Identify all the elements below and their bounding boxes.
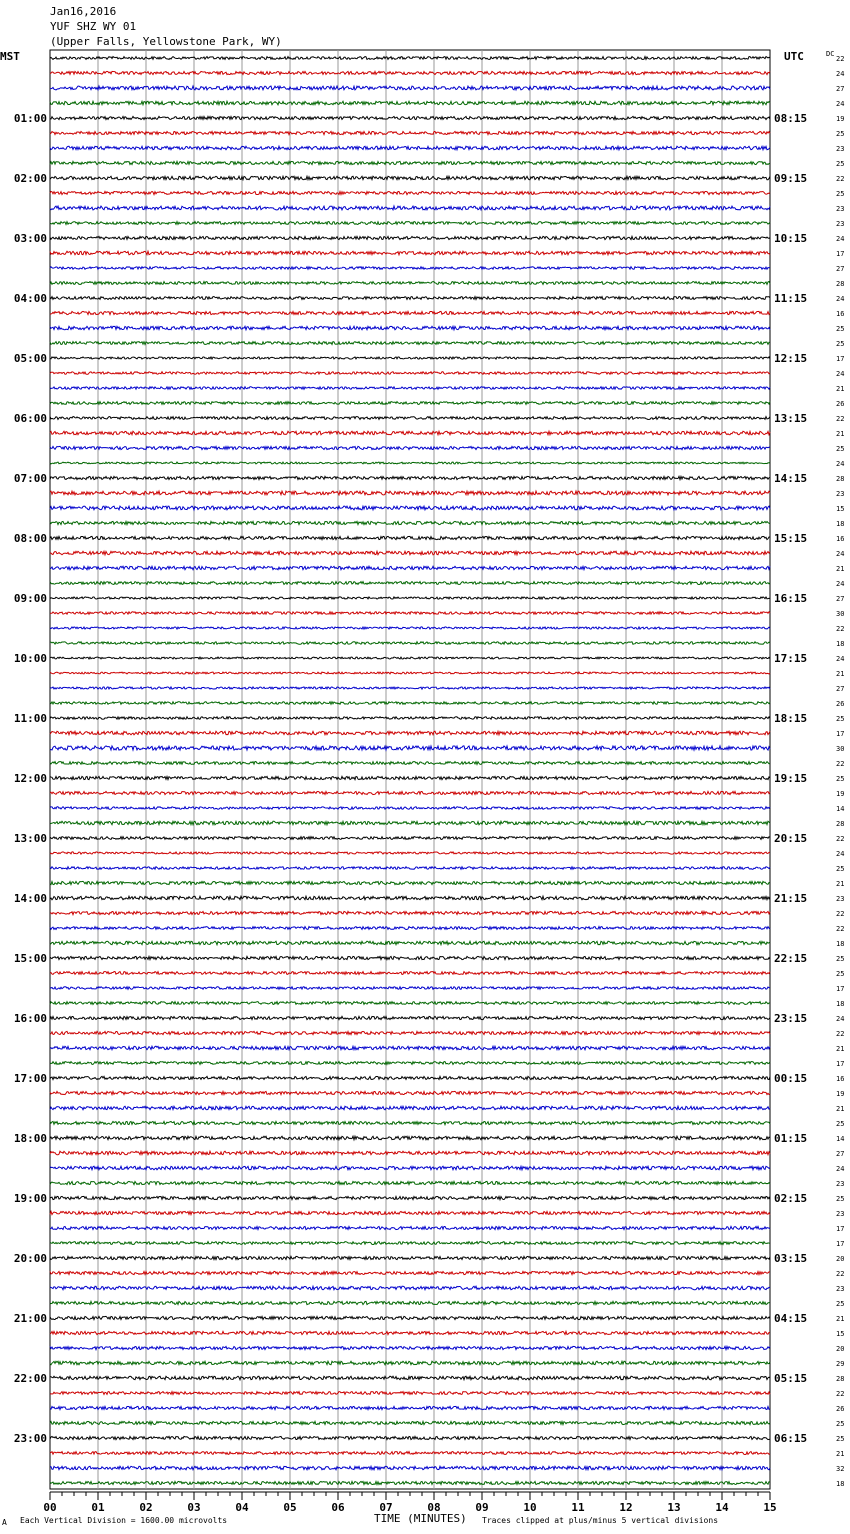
seismic-trace xyxy=(50,1466,770,1470)
utc-hour-label: 03:15 xyxy=(774,1252,808,1265)
seismic-trace xyxy=(50,536,770,539)
mst-hour-label: 05:00 xyxy=(13,352,47,365)
seismic-trace xyxy=(50,101,770,105)
dc-offset-label: 24 xyxy=(836,70,845,78)
seismic-trace xyxy=(50,551,770,555)
seismic-trace xyxy=(50,342,770,345)
dc-offset-label: 16 xyxy=(836,310,845,318)
dc-offset-label: 21 xyxy=(836,670,845,678)
dc-offset-label: 30 xyxy=(836,610,845,618)
dc-header-label: DC xyxy=(826,50,835,58)
x-axis-title: TIME (MINUTES) xyxy=(374,1512,467,1525)
seismic-trace xyxy=(50,267,770,270)
dc-offset-label: 15 xyxy=(836,1330,845,1338)
utc-hour-label: 17:15 xyxy=(774,652,808,665)
seismic-trace xyxy=(50,1211,770,1214)
mst-hour-label: 15:00 xyxy=(13,952,47,965)
x-tick-label: 05 xyxy=(283,1501,297,1514)
dc-offset-label: 26 xyxy=(836,1405,845,1413)
seismic-trace xyxy=(50,431,770,435)
seismic-trace xyxy=(50,807,770,810)
station-label: YUF SHZ WY 01 xyxy=(50,20,137,33)
seismic-trace xyxy=(50,1031,770,1034)
seismic-trace xyxy=(50,251,770,255)
mst-hour-label: 04:00 xyxy=(13,292,47,305)
dc-offset-label: 17 xyxy=(836,250,845,258)
seismic-trace xyxy=(50,191,770,194)
seismic-trace xyxy=(50,762,770,765)
seismic-trace xyxy=(50,1406,770,1409)
x-tick-label: 11 xyxy=(571,1501,585,1514)
seismic-trace xyxy=(50,446,770,449)
seismic-trace xyxy=(50,791,770,794)
utc-hour-label: 12:15 xyxy=(774,352,808,365)
mst-hour-label: 07:00 xyxy=(13,472,47,485)
dc-offset-label: 24 xyxy=(836,655,845,663)
dc-offset-label: 22 xyxy=(836,55,845,63)
seismic-trace xyxy=(50,1046,770,1050)
seismic-trace xyxy=(50,1392,770,1395)
utc-hour-label: 15:15 xyxy=(774,532,808,545)
seismic-trace xyxy=(50,1481,770,1484)
seismic-trace xyxy=(50,57,770,60)
x-tick-label: 06 xyxy=(331,1501,345,1514)
dc-offset-label: 21 xyxy=(836,1045,845,1053)
dc-offset-label: 22 xyxy=(836,1390,845,1398)
dc-offset-label: 22 xyxy=(836,910,845,918)
seismic-trace xyxy=(50,1166,770,1170)
seismic-trace xyxy=(50,821,770,825)
seismic-trace xyxy=(50,116,770,119)
dc-offset-label: 25 xyxy=(836,775,845,783)
mst-hour-label: 13:00 xyxy=(13,832,47,845)
utc-hour-label: 18:15 xyxy=(774,712,808,725)
dc-offset-label: 28 xyxy=(836,280,845,288)
seismic-trace xyxy=(50,852,770,854)
mst-label: MST xyxy=(0,50,20,63)
dc-offset-label: 17 xyxy=(836,985,845,993)
seismic-trace xyxy=(50,702,770,705)
mst-hour-label: 21:00 xyxy=(13,1312,47,1325)
dc-offset-label: 17 xyxy=(836,1240,845,1248)
dc-offset-label: 17 xyxy=(836,355,845,363)
dc-offset-label: 22 xyxy=(836,175,845,183)
dc-offset-label: 21 xyxy=(836,880,845,888)
seismic-trace xyxy=(50,642,770,645)
corner-mark: A xyxy=(2,1518,7,1527)
mst-hour-label: 01:00 xyxy=(13,112,47,125)
dc-offset-label: 25 xyxy=(836,955,845,963)
utc-hour-label: 01:15 xyxy=(774,1132,808,1145)
seismic-trace xyxy=(50,927,770,930)
mst-hour-label: 11:00 xyxy=(13,712,47,725)
utc-hour-label: 14:15 xyxy=(774,472,808,485)
x-tick-label: 03 xyxy=(187,1501,201,1514)
dc-offset-label: 23 xyxy=(836,1180,845,1188)
x-tick-label: 12 xyxy=(619,1501,633,1514)
seismic-trace xyxy=(50,731,770,735)
dc-offset-label: 30 xyxy=(836,745,845,753)
mst-hour-label: 17:00 xyxy=(13,1072,47,1085)
dc-offset-label: 24 xyxy=(836,100,845,108)
x-tick-label: 01 xyxy=(91,1501,105,1514)
dc-offset-label: 24 xyxy=(836,1165,845,1173)
dc-offset-label: 25 xyxy=(836,130,845,138)
seismic-trace xyxy=(50,1121,770,1124)
mst-hour-label: 02:00 xyxy=(13,172,47,185)
time-axis xyxy=(43,1492,776,1514)
dc-offset-label: 24 xyxy=(836,1015,845,1023)
mst-hour-label: 23:00 xyxy=(13,1432,47,1445)
x-tick-label: 10 xyxy=(523,1501,537,1514)
dc-offset-label: 25 xyxy=(836,970,845,978)
dc-offset-label: 14 xyxy=(836,805,845,813)
utc-hour-label: 02:15 xyxy=(774,1192,808,1205)
date-label: Jan16,2016 xyxy=(50,5,117,18)
x-tick-label: 15 xyxy=(763,1501,777,1514)
seismic-trace xyxy=(50,282,770,285)
seismic-trace xyxy=(50,402,770,405)
seismic-trace xyxy=(50,146,770,150)
x-tick-label: 04 xyxy=(235,1501,249,1514)
seismic-trace xyxy=(50,582,770,585)
dc-offset-label: 25 xyxy=(836,190,845,198)
x-tick-label: 09 xyxy=(475,1501,489,1514)
mst-hour-label: 20:00 xyxy=(13,1252,47,1265)
dc-offset-label: 19 xyxy=(836,790,845,798)
dc-offset-label: 24 xyxy=(836,235,845,243)
dc-offset-label: 25 xyxy=(836,1120,845,1128)
dc-offset-label: 18 xyxy=(836,940,845,948)
dc-offset-label: 18 xyxy=(836,520,845,528)
dc-offset-label: 25 xyxy=(836,1420,845,1428)
dc-offset-label: 21 xyxy=(836,1315,845,1323)
seismic-trace xyxy=(50,972,770,975)
dc-offset-label: 28 xyxy=(836,475,845,483)
seismic-trace xyxy=(50,1062,770,1065)
seismic-trace xyxy=(50,86,770,90)
dc-offset-label: 25 xyxy=(836,715,845,723)
seismic-trace xyxy=(50,1106,770,1110)
mst-hour-label: 09:00 xyxy=(13,592,47,605)
seismic-trace xyxy=(50,566,770,570)
utc-hour-label: 08:15 xyxy=(774,112,808,125)
seismic-trace xyxy=(50,311,770,314)
dc-offset-label: 16 xyxy=(836,1075,845,1083)
dc-offset-label: 25 xyxy=(836,1435,845,1443)
dc-offset-label: 17 xyxy=(836,730,845,738)
seismic-trace xyxy=(50,1271,770,1274)
dc-offset-label: 28 xyxy=(836,820,845,828)
dc-offset-label: 27 xyxy=(836,1150,845,1158)
dc-offset-label: 24 xyxy=(836,370,845,378)
seismic-trace xyxy=(50,161,770,164)
seismic-trace xyxy=(50,1076,770,1079)
dc-offset-label: 23 xyxy=(836,1285,845,1293)
seismic-trace xyxy=(50,1136,770,1140)
dc-offset-label: 25 xyxy=(836,445,845,453)
seismic-trace xyxy=(50,176,770,179)
mst-hour-label: 18:00 xyxy=(13,1132,47,1145)
utc-hour-label: 09:15 xyxy=(774,172,808,185)
label-group xyxy=(14,50,845,1488)
mst-hour-label: 08:00 xyxy=(13,532,47,545)
x-tick-label: 08 xyxy=(427,1501,441,1514)
dc-offset-label: 19 xyxy=(836,115,845,123)
dc-offset-label: 32 xyxy=(836,1465,845,1473)
location-label: (Upper Falls, Yellowstone Park, WY) xyxy=(50,35,282,48)
dc-offset-label: 18 xyxy=(836,1480,845,1488)
seismic-trace xyxy=(50,896,770,900)
seismic-trace xyxy=(50,1016,770,1019)
seismic-trace xyxy=(50,1436,770,1439)
dc-offset-label: 29 xyxy=(836,1360,845,1368)
seismic-trace xyxy=(50,612,770,615)
dc-offset-label: 21 xyxy=(836,565,845,573)
seismic-trace xyxy=(50,521,770,524)
clip-note: Traces clipped at plus/minus 5 vertical divisions xyxy=(482,1516,719,1525)
seismic-trace xyxy=(50,417,770,420)
dc-offset-label: 23 xyxy=(836,490,845,498)
seismic-trace xyxy=(50,1286,770,1290)
dc-offset-label: 21 xyxy=(836,430,845,438)
dc-offset-label: 28 xyxy=(836,1375,845,1383)
seismic-trace xyxy=(50,717,770,720)
dc-offset-label: 23 xyxy=(836,1210,845,1218)
seismic-trace xyxy=(50,672,770,674)
seismic-trace xyxy=(50,1242,770,1245)
seismic-trace xyxy=(50,941,770,945)
seismic-trace xyxy=(50,387,770,390)
seismic-trace xyxy=(50,956,770,959)
dc-offset-label: 26 xyxy=(836,400,845,408)
seismic-trace xyxy=(50,1002,770,1005)
scale-note: Each Vertical Division = 1600.00 microvolts xyxy=(20,1516,228,1525)
dc-offset-label: 23 xyxy=(836,205,845,213)
seismic-trace xyxy=(50,746,770,750)
utc-hour-label: 16:15 xyxy=(774,592,808,605)
dc-offset-label: 22 xyxy=(836,760,845,768)
seismic-trace xyxy=(50,1331,770,1334)
dc-offset-label: 22 xyxy=(836,835,845,843)
utc-hour-label: 13:15 xyxy=(774,412,808,425)
seismic-trace xyxy=(50,71,770,74)
dc-offset-label: 20 xyxy=(836,1255,845,1263)
dc-offset-label: 25 xyxy=(836,160,845,168)
dc-offset-label: 17 xyxy=(836,1225,845,1233)
dc-offset-label: 23 xyxy=(836,895,845,903)
dc-offset-label: 25 xyxy=(836,325,845,333)
seismic-trace xyxy=(50,491,770,495)
dc-offset-label: 17 xyxy=(836,1060,845,1068)
seismic-trace xyxy=(50,357,770,359)
utc-hour-label: 23:15 xyxy=(774,1012,808,1025)
seismic-trace xyxy=(50,1346,770,1349)
mst-hour-label: 12:00 xyxy=(13,772,47,785)
utc-hour-label: 11:15 xyxy=(774,292,808,305)
dc-offset-label: 27 xyxy=(836,595,845,603)
mst-hour-label: 14:00 xyxy=(13,892,47,905)
dc-offset-label: 26 xyxy=(836,700,845,708)
dc-offset-label: 14 xyxy=(836,1135,845,1143)
seismic-trace xyxy=(50,1256,770,1259)
mst-hour-label: 16:00 xyxy=(13,1012,47,1025)
dc-offset-label: 23 xyxy=(836,145,845,153)
utc-hour-label: 00:15 xyxy=(774,1072,808,1085)
dc-offset-label: 24 xyxy=(836,295,845,303)
x-tick-label: 02 xyxy=(139,1501,153,1514)
dc-offset-label: 24 xyxy=(836,550,845,558)
x-tick-label: 07 xyxy=(379,1501,393,1514)
dc-offset-label: 22 xyxy=(836,625,845,633)
seismic-trace xyxy=(50,372,770,375)
seismic-trace xyxy=(50,462,770,464)
seismic-trace xyxy=(50,1421,770,1424)
utc-hour-label: 04:15 xyxy=(774,1312,808,1325)
dc-offset-label: 27 xyxy=(836,265,845,273)
seismic-trace xyxy=(50,627,770,629)
seismic-trace xyxy=(50,1361,770,1365)
utc-hour-label: 20:15 xyxy=(774,832,808,845)
mst-hour-label: 03:00 xyxy=(13,232,47,245)
dc-offset-label: 24 xyxy=(836,850,845,858)
dc-offset-label: 25 xyxy=(836,340,845,348)
seismic-trace xyxy=(50,222,770,225)
dc-offset-label: 27 xyxy=(836,685,845,693)
dc-offset-label: 18 xyxy=(836,1000,845,1008)
x-tick-label: 13 xyxy=(667,1501,681,1514)
seismic-trace xyxy=(50,987,770,990)
seismic-trace xyxy=(50,1196,770,1199)
seismic-trace xyxy=(50,1376,770,1380)
seismic-trace xyxy=(50,131,770,134)
dc-offset-label: 19 xyxy=(836,1090,845,1098)
dc-offset-label: 23 xyxy=(836,220,845,228)
seismic-trace xyxy=(50,506,770,510)
mst-hour-label: 10:00 xyxy=(13,652,47,665)
seismic-trace xyxy=(50,1091,770,1094)
seismic-trace xyxy=(50,776,770,779)
seismic-trace xyxy=(50,1316,770,1319)
seismic-trace xyxy=(50,1452,770,1455)
dc-offset-label: 16 xyxy=(836,535,845,543)
seismic-trace xyxy=(50,297,770,300)
seismic-trace xyxy=(50,687,770,689)
seismic-trace xyxy=(50,597,770,599)
utc-hour-label: 22:15 xyxy=(774,952,808,965)
dc-offset-label: 22 xyxy=(836,1270,845,1278)
seismic-trace xyxy=(50,911,770,914)
mst-hour-label: 06:00 xyxy=(13,412,47,425)
seismic-trace xyxy=(50,1301,770,1304)
utc-hour-label: 05:15 xyxy=(774,1372,808,1385)
seismic-trace xyxy=(50,881,770,884)
dc-offset-label: 22 xyxy=(836,1030,845,1038)
dc-offset-label: 25 xyxy=(836,865,845,873)
dc-offset-label: 15 xyxy=(836,505,845,513)
seismic-trace xyxy=(50,326,770,330)
seismic-trace xyxy=(50,657,770,659)
dc-offset-label: 21 xyxy=(836,1450,845,1458)
dc-offset-label: 22 xyxy=(836,415,845,423)
mst-hour-label: 22:00 xyxy=(13,1372,47,1385)
dc-offset-label: 21 xyxy=(836,385,845,393)
dc-offset-label: 18 xyxy=(836,640,845,648)
seismic-trace xyxy=(50,206,770,210)
seismic-trace xyxy=(50,1151,770,1155)
seismic-trace xyxy=(50,1181,770,1184)
x-tick-label: 00 xyxy=(43,1501,57,1514)
seismic-trace xyxy=(50,476,770,479)
utc-hour-label: 06:15 xyxy=(774,1432,808,1445)
dc-offset-label: 25 xyxy=(836,1195,845,1203)
dc-offset-label: 25 xyxy=(836,1300,845,1308)
trace-group xyxy=(50,57,770,1485)
dc-offset-label: 24 xyxy=(836,580,845,588)
seismic-trace xyxy=(50,867,770,870)
utc-hour-label: 10:15 xyxy=(774,232,808,245)
dc-offset-label: 21 xyxy=(836,1105,845,1113)
dc-offset-label: 27 xyxy=(836,85,845,93)
mst-hour-label: 19:00 xyxy=(13,1192,47,1205)
dc-offset-label: 22 xyxy=(836,925,845,933)
utc-label: UTC xyxy=(784,50,804,63)
x-tick-label: 14 xyxy=(715,1501,729,1514)
seismic-trace xyxy=(50,1226,770,1229)
seismic-trace xyxy=(50,236,770,239)
dc-offset-label: 24 xyxy=(836,460,845,468)
utc-hour-label: 21:15 xyxy=(774,892,808,905)
utc-hour-label: 19:15 xyxy=(774,772,808,785)
dc-offset-label: 20 xyxy=(836,1345,845,1353)
seismic-trace xyxy=(50,837,770,840)
